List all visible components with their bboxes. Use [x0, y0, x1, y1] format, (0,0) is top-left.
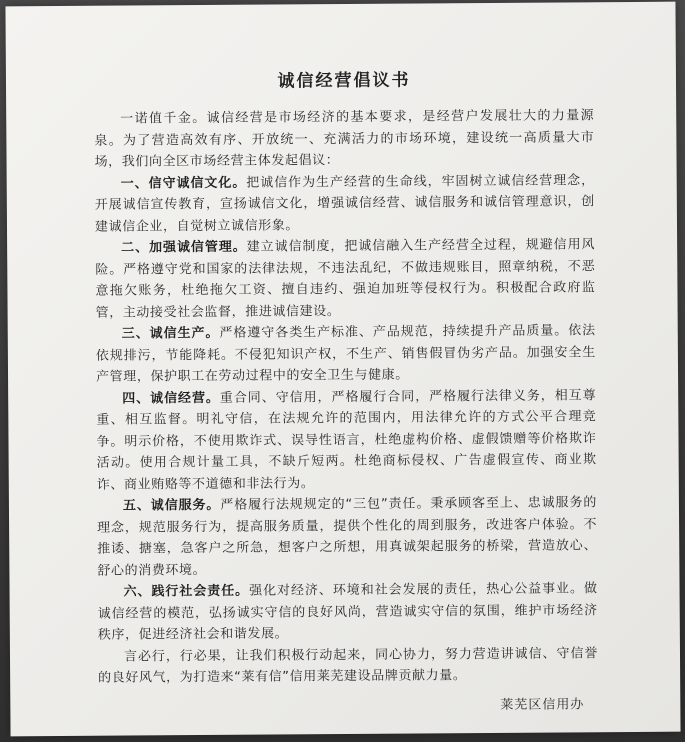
section-4-heading: 四、诚信经营。	[122, 390, 220, 407]
paper-sheet	[5, 2, 680, 737]
section-2-heading: 二、加强诚信管理。	[121, 239, 247, 256]
section-1-heading: 一、信守诚信文化。	[120, 175, 247, 192]
closing-paragraph: 言必行，行必果，让我们积极行动起来，同心协力，努力营造讲诚信、守信誉的良好风气，为打造来“莱有信”信用莱芜建设品牌贡献力量。	[98, 645, 599, 686]
document-title: 诚信经营倡议书	[277, 70, 411, 92]
section-6	[97, 578, 597, 646]
section-5-body: 严格履行法规规定的“三包”责任。秉承顾客至上、忠诚服务的理念，规范服务行为，提高服务质量，提供个性化的周到服务，改进客户体验。不推诿、搪塞，急客户之所急，想客户之所想，用真诚架起服务的桥梁，营造放心、舒心的消费环境。	[97, 495, 598, 579]
section-6-body: 强化对经济、环境和社会发展的责任，热心公益事业。做诚信经营的模范，弘扬诚实守信的良好风尚，营造诚实守信的氛围，维护市场经济秩序，促进经济社会和谐发展。	[97, 581, 598, 643]
section-5	[97, 492, 598, 581]
section-6-heading: 六、践行社会责任。	[123, 583, 250, 600]
section-4	[96, 385, 597, 496]
section-3	[96, 320, 596, 388]
section-1	[95, 170, 595, 238]
signature: 莱芜区信用办	[500, 696, 585, 713]
intro-paragraph: 一诺值千金。诚信经营是市场经济的基本要求，是经营户发展壮大的力量源泉。为了营造高效有序、开放统一、充满活力的市场环境，建设统一高质量大市场，我们向全区市场经营主体发起倡议：	[94, 108, 595, 170]
section-1-body: 把诚信作为生产经营的生命线，牢固树立诚信经营理念，开展诚信宣传教育，宣扬诚信文化，增强诚信经营、诚信服务和诚信管理意识，创建诚信企业，自觉树立诚信形象。	[94, 172, 595, 235]
section-4-body: 重合同、守信用，严格履行合同，严格履行法律义务，相互尊重、相互监督。明礼守信，在法规允许的范围内，用法律允许的方式公平合理竞争。明示价格，不使用欺诈式、误导性语言，杜绝虚构价格、虚假馈赠等价格欺诈活动。使用合规计量工具，不缺斤短两。杜绝商标侵权、广告虚假宣传、商业欺诈、商业贿赂等不道德和非法行为。	[96, 387, 597, 493]
section-5-heading: 五、诚信服务。	[122, 497, 221, 514]
section-2-body: 建立诚信制度，把诚信融入生产经营全过程，规避信用风险。严格遵守党和国家的法律法规，不违法乱纪，不做违规账目，照章纳税，不恶意拖欠账务，杜绝拖欠工资、擅自违约、强迫加班等侵权行为。积极配合政府监管，主动接受社会监督，推进诚信建设。	[95, 237, 596, 321]
section-3-body: 严格遵守各类生产标准、产品规范，持续提升产品质量。依法依规排污，节能降耗。不侵犯知识产权，不生产、销售假冒伪劣产品。加强安全生产管理，保护职工在劳动过程中的安全卫生与健康。	[95, 323, 596, 385]
section-3-heading: 三、诚信生产。	[121, 325, 220, 342]
section-2	[95, 234, 596, 323]
proposal-document	[94, 64, 599, 718]
